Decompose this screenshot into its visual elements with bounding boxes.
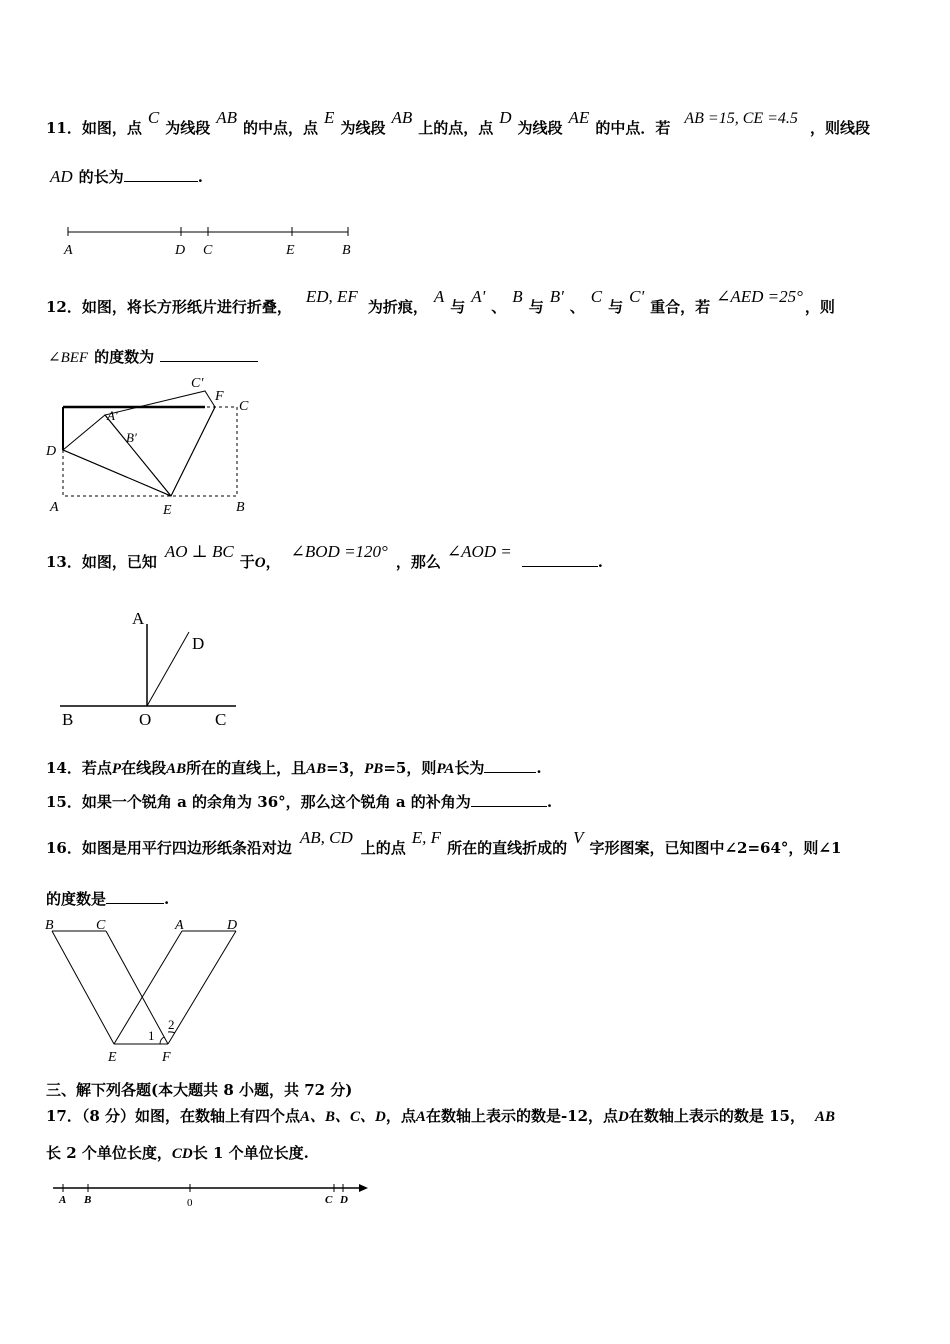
text: 于 — [239, 553, 255, 571]
q11-line1 — [46, 108, 870, 138]
label-C: C — [239, 399, 249, 414]
q17-line1 — [46, 1105, 835, 1126]
math-C: C — [147, 108, 160, 127]
text: . — [597, 553, 603, 571]
q13-figure — [52, 604, 247, 730]
text: . — [164, 890, 170, 908]
text: 的度数是 — [46, 890, 107, 908]
math-creases: ED, EF — [305, 287, 358, 306]
label-D: D — [227, 918, 238, 933]
q12-line2 — [46, 346, 258, 367]
label-D: D — [192, 634, 205, 653]
math-B: B — [512, 287, 523, 306]
math-AB: AB — [216, 108, 238, 127]
axis-arrow — [359, 1184, 368, 1192]
q17-line2 — [46, 1142, 309, 1163]
label-C: C — [215, 710, 227, 729]
angle-1-arc — [160, 1037, 164, 1044]
text: 的中点，点 — [243, 119, 319, 137]
text: （8 分）如图，在数轴上有四个点 — [81, 1107, 301, 1125]
math-O: O — [254, 555, 266, 571]
text: 在数轴上表示的数是 15， — [628, 1107, 805, 1125]
math-A: A — [415, 1109, 426, 1125]
text: 的长为 — [78, 168, 124, 186]
label-C: C — [325, 1194, 333, 1206]
text: 为线段 — [517, 119, 563, 137]
answer-blank[interactable] — [106, 891, 164, 904]
label-angle-1: 1 — [148, 1028, 155, 1043]
text: ，则 — [804, 298, 835, 316]
text: 为线段 — [165, 119, 211, 137]
label-C: C — [203, 243, 213, 258]
label-A: A — [64, 243, 73, 258]
text: 上的点，点 — [418, 119, 494, 137]
strip-left-outer — [52, 931, 114, 1044]
q16-figure — [40, 912, 250, 1066]
q12-line1 — [46, 287, 835, 317]
text: ，则线段 — [809, 119, 870, 137]
q11-line2 — [46, 166, 203, 187]
q17-number-line — [50, 1178, 375, 1212]
math-C: C — [590, 287, 603, 306]
text: 上的点 — [360, 839, 406, 857]
label-E: E — [286, 243, 295, 258]
q16-line1 — [46, 828, 842, 858]
text: ，那么 — [395, 553, 441, 571]
text: 若点 — [81, 759, 112, 777]
text: 长 1 个单位长度. — [192, 1144, 309, 1162]
text: 为线段 — [340, 119, 386, 137]
math-AB: AB — [166, 761, 187, 777]
text: 的中点．若 — [595, 119, 671, 137]
math-points: A、B、C、D — [300, 1109, 386, 1125]
q14-line — [46, 757, 542, 778]
text: 与 — [450, 298, 466, 316]
math-P: P — [111, 761, 122, 777]
math-AD: AD — [50, 167, 73, 186]
q13-number: 13． — [46, 553, 82, 571]
q12-figure — [40, 372, 270, 520]
label-B: B — [62, 710, 74, 729]
math-C-prime: C' — [629, 287, 645, 306]
label-B: B — [342, 243, 351, 258]
math-AE: AE — [568, 108, 590, 127]
label-C-prime: C′ — [191, 376, 204, 391]
text: 、 — [491, 298, 507, 316]
text: =5，则 — [383, 759, 437, 777]
math-A: A — [433, 287, 445, 306]
text: ，点 — [385, 1107, 416, 1125]
label-A: A — [132, 609, 145, 628]
math-B-prime: B' — [549, 287, 564, 306]
math-angle-AOD: ∠AOD = — [446, 542, 512, 561]
answer-blank[interactable] — [484, 760, 536, 773]
answer-blank[interactable] — [160, 349, 258, 362]
text: 如图是用平行四边形纸条沿对边 — [81, 839, 292, 857]
text: 、 — [569, 298, 585, 316]
q11-number: 11． — [46, 119, 82, 137]
label-B: B — [84, 1194, 92, 1206]
q17-number: 17． — [46, 1107, 82, 1125]
math-V: V — [573, 828, 584, 847]
label-A: A — [59, 1194, 67, 1206]
crease-ED — [63, 450, 171, 496]
math-perpendicular: AO ⊥ BC — [164, 542, 234, 561]
strip-left-inner — [106, 931, 168, 1044]
ray-OD — [147, 632, 189, 706]
answer-blank[interactable] — [522, 554, 598, 567]
q13-line1 — [46, 542, 603, 572]
math-E: E — [324, 108, 335, 127]
text: 为折痕， — [367, 298, 428, 316]
math-CD: CD — [171, 1146, 193, 1162]
math-angle-BEF: ∠BEF — [48, 350, 89, 366]
original-rectangle — [63, 407, 237, 496]
label-angle-2: 2 — [168, 1017, 175, 1032]
math-AB-CD: AB, CD — [299, 828, 353, 847]
text: 长 2 个单位长度， — [46, 1144, 172, 1162]
text: 如图，点 — [81, 119, 142, 137]
label-D: D — [46, 444, 57, 459]
label-B: B — [236, 500, 245, 515]
text: 与 — [528, 298, 544, 316]
text: ， — [265, 553, 281, 571]
math-PA: PA — [436, 761, 455, 777]
text: 与 — [608, 298, 624, 316]
math-D: D — [499, 108, 512, 127]
text: 所在的直线折成的 — [447, 839, 568, 857]
q15-number: 15． — [46, 793, 82, 811]
text: 的度数为 — [94, 348, 155, 366]
label-D: D — [340, 1194, 348, 1206]
math-PB: PB — [364, 761, 384, 777]
q12-number: 12． — [46, 298, 82, 316]
text: . — [536, 759, 542, 777]
q11-figure — [55, 222, 365, 262]
angle-2-arc — [168, 1032, 175, 1033]
text: 重合，若 — [650, 298, 711, 316]
math-AB: AB — [391, 108, 413, 127]
text: . — [546, 793, 553, 811]
label-A: A — [50, 500, 59, 515]
text: 如果一个锐角 a 的余角为 36°，那么这个锐角 a 的补角为 — [81, 793, 471, 811]
label-D: D — [175, 243, 186, 258]
text: 长为 — [454, 759, 485, 777]
answer-blank[interactable] — [471, 794, 547, 807]
q16-line2 — [46, 888, 169, 909]
label-F: F — [215, 389, 224, 404]
text: 字形图案，已知图中∠2=64°，则∠1 — [589, 839, 842, 857]
q14-number: 14． — [46, 759, 82, 777]
text: 如图，已知 — [81, 553, 157, 571]
label-B-prime: B′ — [126, 430, 137, 445]
answer-blank[interactable] — [124, 169, 198, 182]
text: 在线段 — [121, 759, 167, 777]
label-A: A — [175, 918, 184, 933]
strip-right-outer — [168, 931, 236, 1044]
crease-EF — [171, 407, 215, 496]
math-angle-BOD: ∠BOD =120° — [290, 542, 388, 561]
text: =3， — [326, 759, 365, 777]
label-E: E — [108, 1050, 117, 1065]
math-E-F: E, F — [411, 828, 442, 847]
text: 在数轴上表示的数是-12，点 — [425, 1107, 619, 1125]
text: 如图，将长方形纸片进行折叠， — [81, 298, 292, 316]
math-D: D — [618, 1109, 629, 1125]
label-C: C — [96, 918, 106, 933]
label-O: O — [139, 710, 152, 729]
label-E: E — [163, 503, 172, 518]
math-A-prime: A' — [471, 287, 486, 306]
text: . — [197, 168, 203, 186]
math-AB: AB — [306, 761, 327, 777]
math-condition: AB =15, CE =4.5 — [684, 110, 798, 127]
text: 所在的直线上，且 — [186, 759, 307, 777]
q16-number: 16． — [46, 839, 82, 857]
q15-line — [46, 791, 552, 812]
label-zero: 0 — [187, 1197, 193, 1209]
label-F: F — [162, 1050, 171, 1065]
fold-triangle-ADE — [63, 415, 171, 496]
math-AB: AB — [815, 1109, 836, 1125]
label-A-prime: A′ — [107, 408, 118, 423]
label-B: B — [45, 918, 54, 933]
math-angle-AED: ∠AED =25° — [716, 287, 803, 306]
section-heading: 三、解下列各题(本大题共 8 小题，共 72 分) — [46, 1081, 353, 1099]
